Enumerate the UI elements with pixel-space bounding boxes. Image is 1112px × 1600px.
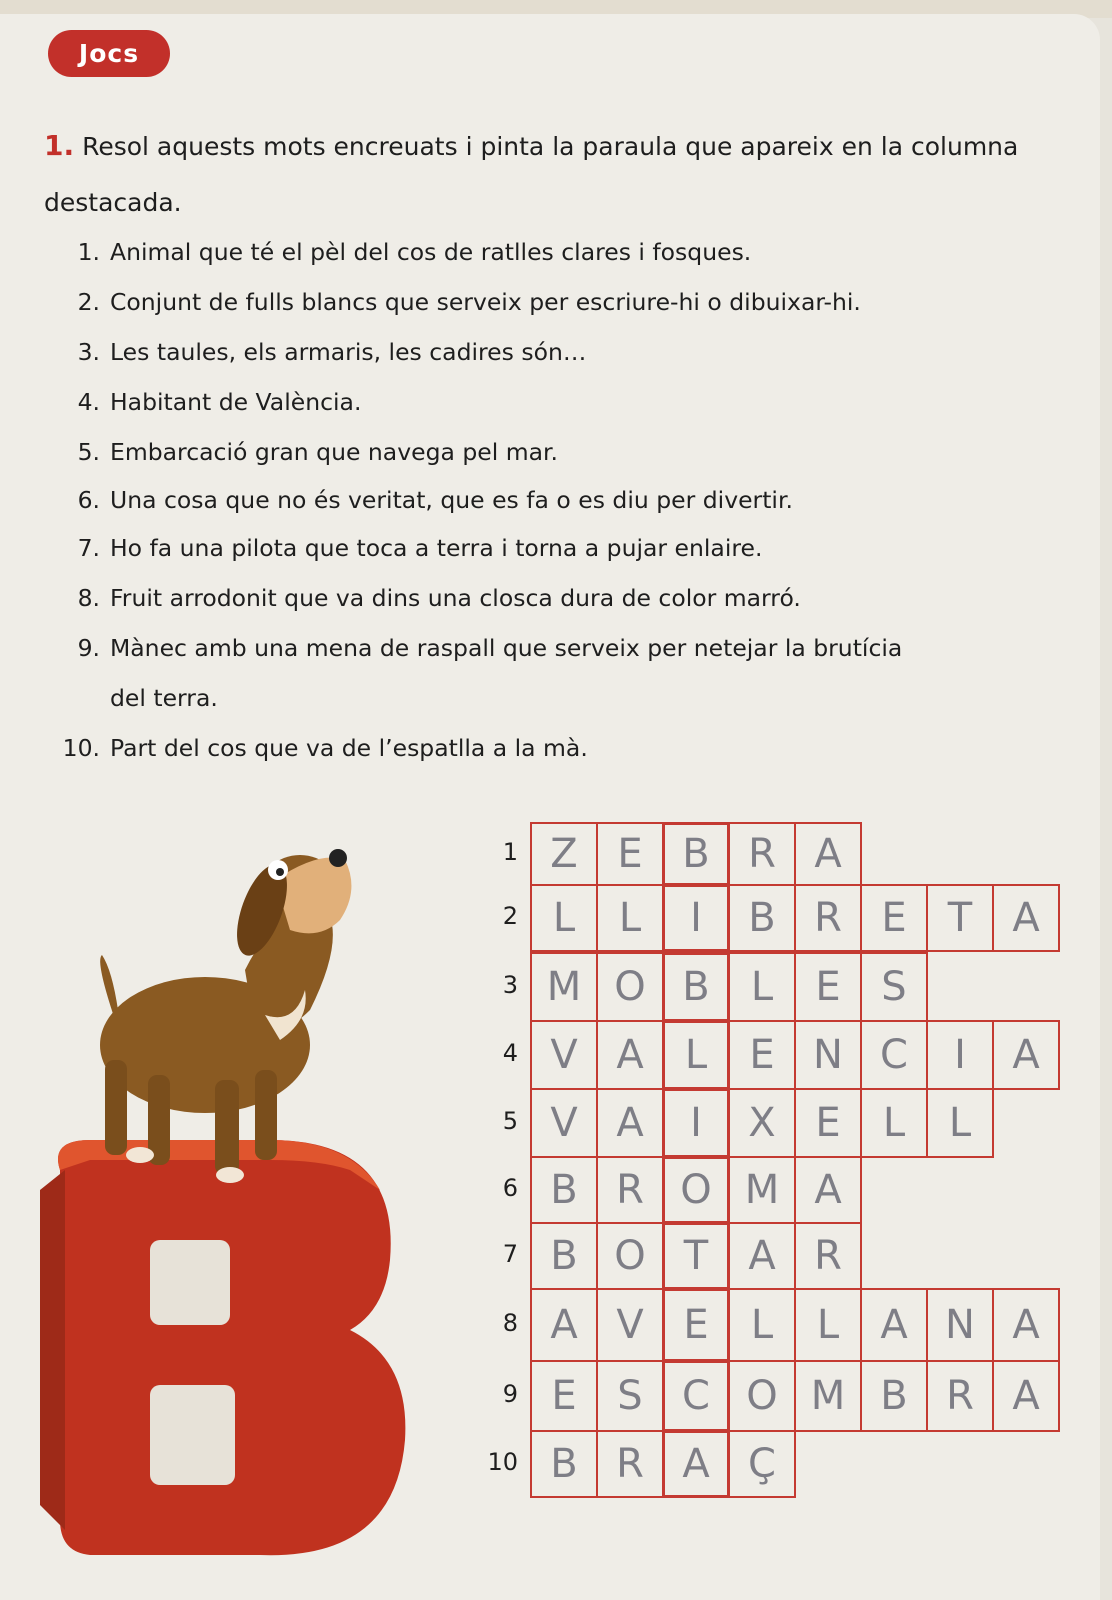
clue-text: Mànec amb una mena de raspall que serveix per netejar la brutícia (110, 634, 903, 662)
crossword-cell[interactable]: A (794, 1156, 862, 1224)
crossword-cell[interactable]: M (728, 1156, 796, 1224)
crossword-cell[interactable]: L (860, 1088, 928, 1158)
crossword-highlighted-cell[interactable]: O (662, 1156, 730, 1224)
crossword-highlighted-cell[interactable]: I (662, 1088, 730, 1158)
crossword-cell[interactable]: A (992, 1360, 1060, 1432)
crossword-cell[interactable]: E (794, 952, 862, 1022)
crossword-cell[interactable]: A (728, 1222, 796, 1290)
clue-text: Animal que té el pèl del cos de ratlles clares i fosques. (110, 238, 752, 266)
crossword-cell[interactable]: C (860, 1020, 928, 1090)
crossword-row-number: 8 (502, 1309, 518, 1337)
clue-item (60, 584, 801, 612)
crossword-row-number: 3 (502, 971, 518, 999)
crossword-cell[interactable]: E (860, 884, 928, 952)
crossword-highlighted-cell[interactable]: C (662, 1360, 730, 1432)
clue-number: 8. (77, 584, 100, 612)
crossword-row-number: 4 (502, 1039, 518, 1067)
clue-item (60, 438, 558, 466)
crossword-cell[interactable]: Ç (728, 1430, 796, 1498)
crossword-row-number: 1 (502, 838, 518, 866)
clue-item (60, 684, 218, 712)
clue-number: 3. (77, 338, 100, 366)
crossword-cell[interactable]: A (992, 1288, 1060, 1362)
crossword-row-number: 5 (502, 1107, 518, 1135)
crossword-cell[interactable]: A (596, 1020, 664, 1090)
crossword-cell[interactable]: Z (530, 822, 598, 886)
clue-number: 7. (77, 534, 100, 562)
crossword-cell[interactable]: L (530, 884, 598, 952)
clue-number: 10. (62, 734, 100, 762)
crossword-cell[interactable]: O (596, 1222, 664, 1290)
crossword-cell[interactable]: A (596, 1088, 664, 1158)
crossword-cell[interactable]: E (728, 1020, 796, 1090)
clue-number: 6. (77, 486, 100, 514)
crossword-cell[interactable]: B (530, 1222, 598, 1290)
clue-text: Conjunt de fulls blancs que serveix per escriure-hi o dibuixar-hi. (110, 288, 861, 316)
crossword-cell[interactable]: L (596, 884, 664, 952)
crossword-cell[interactable]: S (596, 1360, 664, 1432)
crossword-cell[interactable]: T (926, 884, 994, 952)
crossword-cell[interactable]: N (926, 1288, 994, 1362)
crossword-highlighted-cell[interactable]: T (662, 1222, 730, 1290)
crossword-cell[interactable]: R (794, 884, 862, 952)
crossword-cell[interactable]: E (530, 1360, 598, 1432)
clue-text: Part del cos que va de l’espatlla a la mà. (110, 734, 588, 762)
crossword-cell[interactable]: A (530, 1288, 598, 1362)
crossword-row-number: 7 (502, 1240, 518, 1268)
clue-item (60, 534, 762, 562)
crossword-cell[interactable]: O (596, 952, 664, 1022)
crossword-cell[interactable]: R (728, 822, 796, 886)
crossword-cell[interactable]: B (728, 884, 796, 952)
clue-text: Embarcació gran que navega pel mar. (110, 438, 558, 466)
exercise-instruction (44, 118, 1044, 231)
crossword-cell[interactable]: L (794, 1288, 862, 1362)
crossword-cell[interactable]: X (728, 1088, 796, 1158)
clue-item (44, 734, 588, 762)
clue-number: 4. (77, 388, 100, 416)
crossword-cell[interactable]: E (794, 1088, 862, 1158)
clue-text: Les taules, els armaris, les cadires són… (110, 338, 587, 366)
crossword-cell[interactable]: O (728, 1360, 796, 1432)
crossword-cell[interactable]: M (794, 1360, 862, 1432)
crossword-cell[interactable]: B (860, 1360, 928, 1432)
exercise-number: 1. (44, 129, 75, 162)
instruction-text: Resol aquests mots encreuats i pinta la paraula que apareix en la columna destacada. (44, 132, 1019, 217)
section-badge: Jocs (48, 30, 170, 77)
crossword-cell[interactable]: R (596, 1430, 664, 1498)
crossword-highlighted-cell[interactable]: B (662, 952, 730, 1022)
crossword-highlighted-cell[interactable]: I (662, 884, 730, 952)
crossword-cell[interactable]: B (530, 1430, 598, 1498)
clue-item (60, 486, 793, 514)
crossword-cell[interactable]: L (728, 1288, 796, 1362)
crossword-row-number: 2 (502, 902, 518, 930)
dog-on-letter-b-illustration (20, 840, 460, 1560)
clue-number: 1. (77, 238, 100, 266)
crossword-highlighted-cell[interactable]: A (662, 1430, 730, 1498)
crossword-highlighted-cell[interactable]: E (662, 1288, 730, 1362)
clue-text: del terra. (110, 684, 218, 712)
crossword-cell[interactable]: L (728, 952, 796, 1022)
crossword-row-number: 6 (502, 1174, 518, 1202)
clue-item (60, 338, 586, 366)
crossword-row-number: 10 (487, 1448, 518, 1476)
crossword-cell[interactable]: R (794, 1222, 862, 1290)
clue-number: 2. (77, 288, 100, 316)
clue-item (60, 388, 361, 416)
clue-text: Habitant de València. (110, 388, 362, 416)
crossword-cell[interactable]: E (596, 822, 664, 886)
crossword-cell[interactable]: R (926, 1360, 994, 1432)
clue-number: 9. (77, 634, 100, 662)
crossword-cell[interactable]: B (530, 1156, 598, 1224)
clue-text: Fruit arrodonit que va dins una closca dura de color marró. (110, 584, 801, 612)
clue-number: 5. (77, 438, 100, 466)
crossword-cell[interactable]: I (926, 1020, 994, 1090)
crossword-cell[interactable]: S (860, 952, 928, 1022)
clue-item (60, 238, 751, 266)
crossword-cell[interactable]: M (530, 952, 598, 1022)
crossword-cell[interactable]: N (794, 1020, 862, 1090)
clue-item (60, 288, 861, 316)
clue-text: Una cosa que no és veritat, que es fa o es diu per divertir. (110, 486, 793, 514)
crossword-cell[interactable]: A (860, 1288, 928, 1362)
crossword-cell[interactable]: L (926, 1088, 994, 1158)
crossword-cell[interactable]: A (794, 822, 862, 886)
crossword-cell[interactable]: R (596, 1156, 664, 1224)
crossword-cell[interactable]: V (596, 1288, 664, 1362)
crossword-cell[interactable]: V (530, 1088, 598, 1158)
crossword-highlighted-cell[interactable]: L (662, 1020, 730, 1090)
crossword-cell[interactable]: A (992, 1020, 1060, 1090)
clue-item (60, 634, 902, 662)
crossword-row-number: 9 (502, 1380, 518, 1408)
crossword-cell[interactable]: V (530, 1020, 598, 1090)
crossword-highlighted-cell[interactable]: B (662, 822, 730, 886)
clue-text: Ho fa una pilota que toca a terra i torna a pujar enlaire. (110, 534, 763, 562)
crossword-cell[interactable]: A (992, 884, 1060, 952)
